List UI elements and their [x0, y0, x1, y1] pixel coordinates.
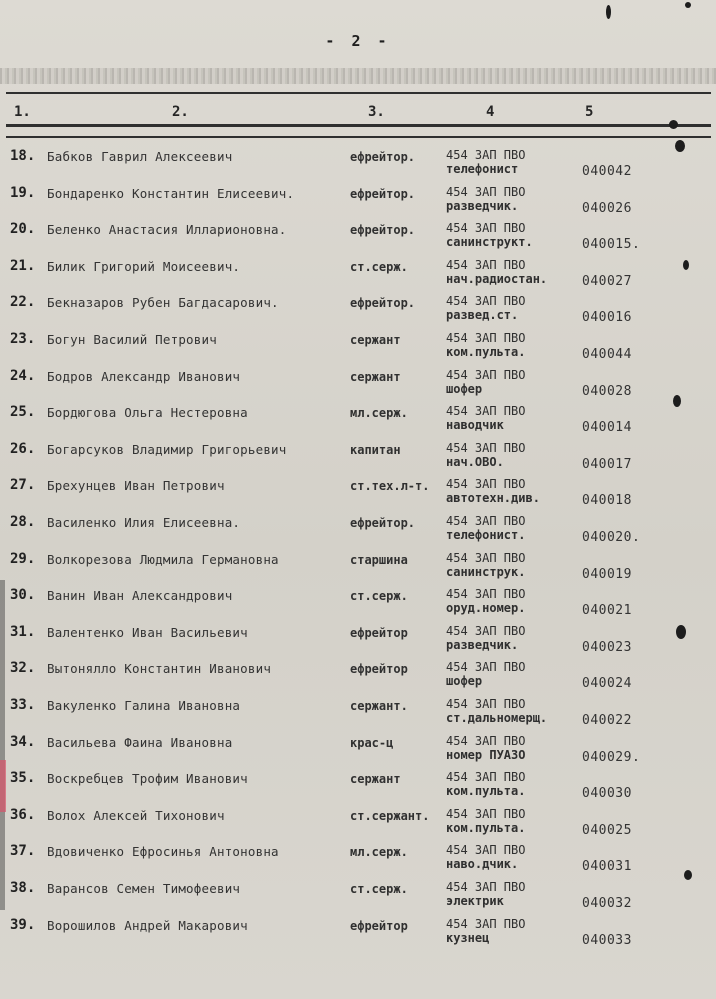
record-code: 040033 — [582, 932, 632, 948]
full-name: Брехунцев Иван Петрович — [47, 478, 225, 494]
unit-cell — [446, 807, 525, 835]
unit-cell — [446, 477, 540, 505]
military-rank: ст.серж. — [350, 589, 408, 604]
row-number: 33. — [10, 697, 36, 713]
military-rank: крас-ц — [350, 735, 394, 750]
table-row — [0, 551, 716, 587]
ink-spot — [684, 870, 692, 880]
full-name: Варансов Семен Тимофеевич — [47, 881, 241, 896]
full-name: Василенко Илия Елисеевна. — [47, 515, 241, 530]
unit-name: 454 ЗАП ПВО — [446, 843, 526, 858]
header-rule-mid — [6, 124, 711, 127]
unit-cell — [446, 917, 525, 945]
table-row — [0, 880, 716, 916]
row-number: 38. — [10, 880, 36, 896]
unit-name: 454 ЗАП ПВО — [446, 550, 526, 565]
row-number: 22. — [10, 294, 36, 311]
unit-cell — [446, 880, 525, 908]
full-name: Бодров Александр Иванович — [47, 368, 241, 384]
military-rank: ефрейтор — [350, 918, 408, 933]
specialty: наво.дчик. — [446, 857, 519, 872]
unit-name: 454 ЗАП ПВО — [446, 148, 526, 162]
specialty: нач.радиостан. — [446, 271, 548, 286]
military-rank: ст.серж. — [350, 259, 408, 274]
military-rank: ефрейтор. — [350, 516, 416, 530]
record-code: 040014 — [582, 420, 632, 436]
military-rank: ст.тех.л-т. — [350, 479, 430, 494]
military-rank: ефрейтор. — [350, 296, 416, 311]
record-code: 040026 — [582, 200, 632, 216]
military-rank: мл.серж. — [350, 845, 408, 860]
military-rank: старшина — [350, 552, 408, 567]
table-row — [0, 843, 716, 879]
table-row — [0, 514, 716, 550]
full-name: Воскребцев Трофим Иванович — [47, 771, 248, 787]
table-row — [0, 587, 716, 623]
record-code: 040024 — [582, 676, 632, 692]
column-header-3: 3. — [368, 104, 385, 120]
ink-spot — [606, 5, 611, 19]
full-name: Волох Алексей Тихонович — [47, 807, 225, 823]
ink-spot — [683, 260, 689, 270]
table-row — [0, 734, 716, 770]
military-rank: сержант — [350, 772, 401, 787]
military-rank: мл.серж. — [350, 406, 408, 421]
ink-spot — [676, 625, 686, 639]
full-name: Васильева Фаина Ивановна — [47, 734, 233, 750]
column-header-4: 4 — [486, 104, 495, 120]
row-number: 31. — [10, 623, 36, 640]
table-row — [0, 404, 716, 440]
unit-name: 454 ЗАП ПВО — [446, 697, 526, 711]
military-rank: ефрейтор — [350, 625, 408, 640]
unit-name: 454 ЗАП ПВО — [446, 587, 526, 602]
unit-name: 454 ЗАП ПВО — [446, 733, 526, 748]
specialty: электрик — [446, 894, 504, 908]
record-code: 040021 — [582, 603, 632, 619]
row-number: 32. — [10, 660, 36, 677]
table-row — [0, 624, 716, 660]
full-name: Бекназаров Рубен Багдасарович. — [47, 295, 279, 311]
specialty: санинструк. — [446, 564, 526, 579]
record-code: 040027 — [582, 273, 632, 289]
row-number: 30. — [10, 587, 36, 604]
full-name: Вытонялло Константин Иванович — [47, 661, 272, 677]
unit-cell — [446, 843, 525, 871]
row-number: 19. — [10, 184, 36, 201]
unit-name: 454 ЗАП ПВО — [446, 660, 526, 675]
record-code: 040030 — [582, 786, 632, 802]
row-number: 37. — [10, 843, 36, 860]
column-header-5: 5 — [585, 104, 594, 120]
unit-cell — [446, 221, 533, 249]
unit-cell — [446, 624, 525, 652]
row-number: 35. — [10, 770, 36, 787]
military-rank: ефрейтор. — [350, 223, 416, 238]
unit-name: 454 ЗАП ПВО — [446, 221, 526, 236]
specialty: ком.пульта. — [446, 345, 526, 359]
table-row — [0, 441, 716, 477]
specialty: автотехн.див. — [446, 491, 540, 506]
unit-name: 454 ЗАП ПВО — [446, 184, 526, 199]
specialty: шофер — [446, 381, 483, 396]
specialty: телефонист. — [446, 528, 526, 542]
unit-cell — [446, 294, 525, 322]
table-row — [0, 258, 716, 294]
full-name: Богарсуков Владимир Григорьевич — [47, 441, 287, 457]
record-code: 040029. — [582, 749, 641, 765]
full-name: Бабков Гаврил Алексеевич — [47, 149, 233, 164]
specialty: кузнец — [446, 930, 490, 945]
record-code: 040023 — [582, 639, 632, 655]
military-rank: ефрейтор. — [350, 150, 416, 164]
ink-spot — [669, 120, 678, 129]
unit-cell — [446, 258, 547, 286]
record-code: 040031 — [582, 859, 632, 875]
unit-cell — [446, 770, 525, 798]
unit-name: 454 ЗАП ПВО — [446, 477, 526, 492]
full-name: Богун Василий Петрович — [47, 332, 217, 347]
record-code: 040015. — [582, 237, 641, 253]
full-name: Билик Григорий Моисеевич. — [47, 258, 241, 274]
specialty: номер ПУАЗО — [446, 747, 526, 762]
specialty: ком.пульта. — [446, 784, 526, 799]
full-name: Бордюгова Ольга Нестеровна — [47, 405, 248, 421]
record-code: 040042 — [582, 164, 632, 179]
row-number: 26. — [10, 440, 36, 457]
unit-name: 454 ЗАП ПВО — [446, 294, 526, 309]
record-code: 040022 — [582, 713, 632, 728]
unit-cell — [446, 404, 525, 432]
military-rank: ефрейтор — [350, 662, 408, 677]
record-code: 040017 — [582, 456, 632, 472]
smudge-band — [0, 68, 716, 84]
table-row — [0, 770, 716, 806]
military-rank: ефрейтор. — [350, 186, 416, 201]
unit-name: 454 ЗАП ПВО — [446, 367, 526, 382]
unit-name: 454 ЗАП ПВО — [446, 770, 526, 785]
specialty: разведчик. — [446, 198, 519, 213]
specialty: развед.ст. — [446, 308, 519, 323]
specialty: разведчик. — [446, 637, 519, 652]
row-number: 20. — [10, 221, 36, 238]
specialty: санинструкт. — [446, 235, 533, 250]
unit-cell — [446, 331, 525, 359]
row-number: 34. — [10, 733, 36, 750]
unit-name: 454 ЗАП ПВО — [446, 880, 526, 894]
row-number: 36. — [10, 806, 36, 823]
table-row — [0, 477, 716, 513]
column-header-1: 1. — [14, 104, 31, 120]
red-margin-mark — [0, 760, 6, 812]
table-row — [0, 697, 716, 733]
row-number: 25. — [10, 404, 36, 421]
unit-cell — [446, 148, 525, 176]
specialty: оруд.номер. — [446, 601, 526, 616]
row-number: 18. — [10, 148, 36, 164]
unit-cell — [446, 697, 547, 725]
unit-cell — [446, 185, 525, 213]
record-code: 040020. — [582, 530, 641, 545]
full-name: Бондаренко Константин Елисеевич. — [47, 185, 295, 201]
table-row — [0, 807, 716, 843]
full-name: Ванин Иван Александрович — [47, 588, 233, 604]
unit-name: 454 ЗАП ПВО — [446, 404, 526, 419]
specialty: наводчик — [446, 418, 504, 433]
record-code: 040016 — [582, 310, 632, 326]
record-code: 040019 — [582, 566, 632, 582]
row-number: 24. — [10, 367, 36, 384]
full-name: Валентенко Иван Васильевич — [47, 624, 248, 640]
row-number: 39. — [10, 916, 36, 933]
unit-name: 454 ЗАП ПВО — [446, 806, 526, 821]
table-row — [0, 185, 716, 221]
record-code: 040028 — [582, 383, 632, 399]
record-code: 040018 — [582, 493, 632, 509]
binding-shadow — [0, 580, 5, 910]
unit-cell — [446, 441, 525, 469]
unit-name: 454 ЗАП ПВО — [446, 440, 526, 455]
row-number: 23. — [10, 331, 36, 347]
table-row — [0, 331, 716, 367]
row-number: 27. — [10, 477, 36, 494]
unit-name: 454 ЗАП ПВО — [446, 916, 526, 931]
unit-name: 454 ЗАП ПВО — [446, 623, 526, 638]
table-row — [0, 221, 716, 257]
specialty: шофер — [446, 674, 483, 689]
table-row — [0, 368, 716, 404]
unit-cell — [446, 551, 525, 579]
ink-spot — [675, 140, 685, 152]
ink-spot — [673, 395, 681, 407]
military-rank: сержант — [350, 369, 401, 384]
unit-cell — [446, 660, 525, 688]
military-rank: капитан — [350, 442, 401, 457]
full-name: Вакуленко Галина Ивановна — [47, 698, 241, 713]
header-rule-bottom — [6, 136, 711, 138]
full-name: Ворошилов Андрей Макарович — [47, 917, 248, 933]
row-number: 29. — [10, 550, 36, 567]
military-rank: сержант. — [350, 699, 408, 713]
row-number: 21. — [10, 257, 36, 274]
specialty: ст.дальномерщ. — [446, 711, 548, 725]
military-rank: ст.сержант. — [350, 808, 430, 823]
table-row — [0, 660, 716, 696]
unit-name: 454 ЗАП ПВО — [446, 257, 526, 272]
specialty: нач.ОВО. — [446, 454, 504, 469]
specialty: ком.пульта. — [446, 820, 526, 835]
full-name: Вдовиченко Ефросинья Антоновна — [47, 844, 279, 860]
ink-spot — [685, 2, 691, 8]
military-rank: ст.серж. — [350, 882, 408, 896]
page-number: - 2 - — [325, 32, 391, 50]
unit-name: 454 ЗАП ПВО — [446, 331, 526, 345]
row-number: 28. — [10, 514, 36, 530]
unit-cell — [446, 368, 525, 396]
unit-cell — [446, 734, 525, 762]
table-row — [0, 148, 716, 184]
full-name: Волкорезова Людмила Германовна — [47, 551, 279, 567]
table-row — [0, 917, 716, 953]
record-code: 040044 — [582, 347, 632, 362]
full-name: Беленко Анастасия Илларионовна. — [47, 222, 287, 238]
header-rule-top — [6, 92, 711, 94]
unit-cell — [446, 514, 525, 542]
specialty: телефонист — [446, 162, 519, 176]
unit-cell — [446, 587, 525, 615]
record-code: 040032 — [582, 896, 632, 911]
record-code: 040025 — [582, 822, 632, 838]
table-row — [0, 294, 716, 330]
military-rank: сержант — [350, 333, 401, 347]
column-header-2: 2. — [172, 104, 189, 120]
unit-name: 454 ЗАП ПВО — [446, 514, 526, 528]
